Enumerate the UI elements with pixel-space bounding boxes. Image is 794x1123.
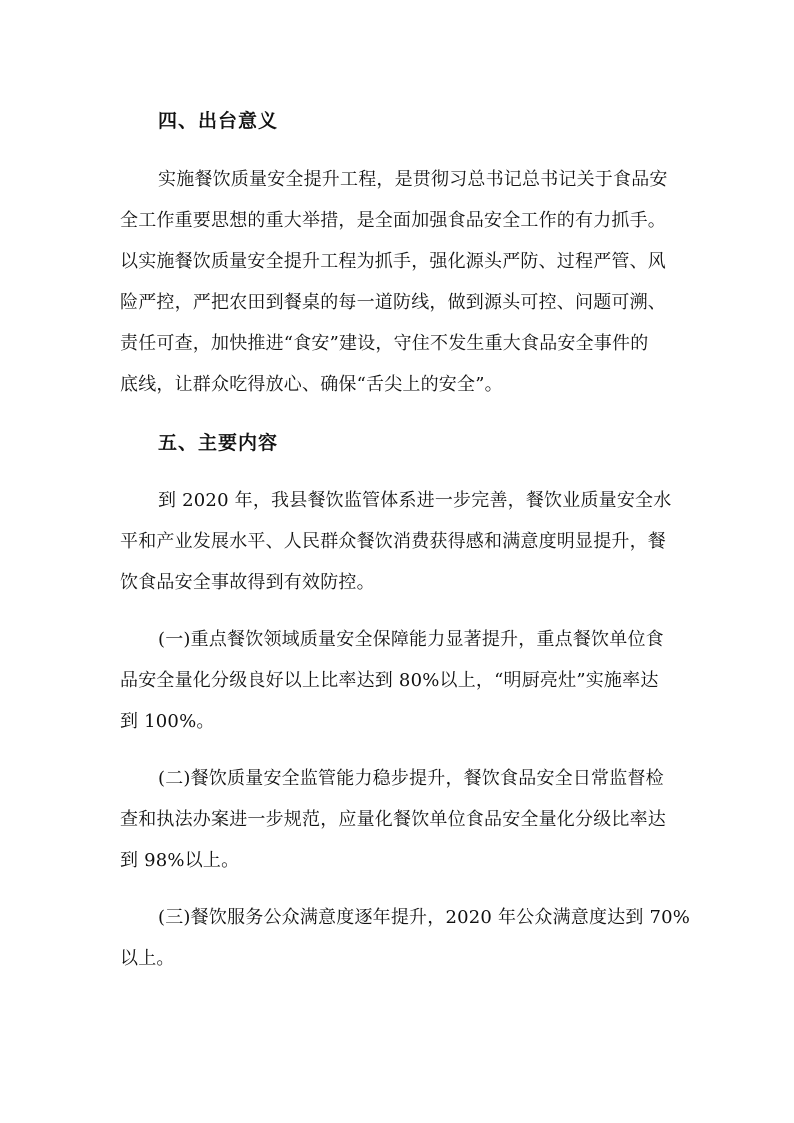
section-4-line-3: 以实施餐饮质量安全提升工程为抓手，强化源头严防、过程严管、风 [120, 251, 666, 272]
section-4-line-2: 全工作重要思想的重大举措，是全面加强食品安全工作的有力抓手。 [120, 210, 666, 231]
item-1-line-1: (一)重点餐饮领域质量安全保障能力显著提升，重点餐饮单位食 [158, 629, 664, 650]
section-5-heading: 五、主要内容 [158, 432, 279, 454]
item-2-line-1: (二)餐饮质量安全监管能力稳步提升，餐饮食品安全日常监督检 [158, 768, 664, 789]
section-4-line-6: 底线，让群众吃得放心、确保“舌尖上的安全”。 [120, 374, 503, 395]
item-1-line-2: 品安全量化分级良好以上比率达到 80%以上，“明厨亮灶”实施率达 [120, 670, 659, 691]
section-5-intro-line-3: 饮食品安全事故得到有效防控。 [120, 572, 375, 593]
item-3-line-2: 以上。 [120, 948, 175, 969]
section-5-intro-line-1: 到 2020 年，我县餐饮监管体系进一步完善，餐饮业质量安全水 [158, 490, 672, 511]
item-1-line-3: 到 100%。 [120, 711, 215, 732]
item-2-line-3: 到 98%以上。 [120, 850, 240, 871]
section-4-heading: 四、出台意义 [158, 110, 279, 132]
item-3-line-1: (三)餐饮服务公众满意度逐年提升，2020 年公众满意度达到 70% [158, 907, 691, 928]
section-4-line-1: 实施餐饮质量安全提升工程，是贯彻习总书记总书记关于食品安 [158, 169, 668, 190]
section-5-intro-line-2: 平和产业发展水平、人民群众餐饮消费获得感和满意度明显提升，餐 [120, 531, 666, 552]
section-4-line-5: 责任可查，加快推进“食安”建设，守住不发生重大食品安全事件的 [120, 333, 649, 354]
section-4-line-4: 险严控，严把农田到餐桌的每一道防线，做到源头可控、问题可溯、 [120, 292, 666, 313]
item-2-line-2: 查和执法办案进一步规范，应量化餐饮单位食品安全量化分级比率达 [120, 809, 666, 830]
